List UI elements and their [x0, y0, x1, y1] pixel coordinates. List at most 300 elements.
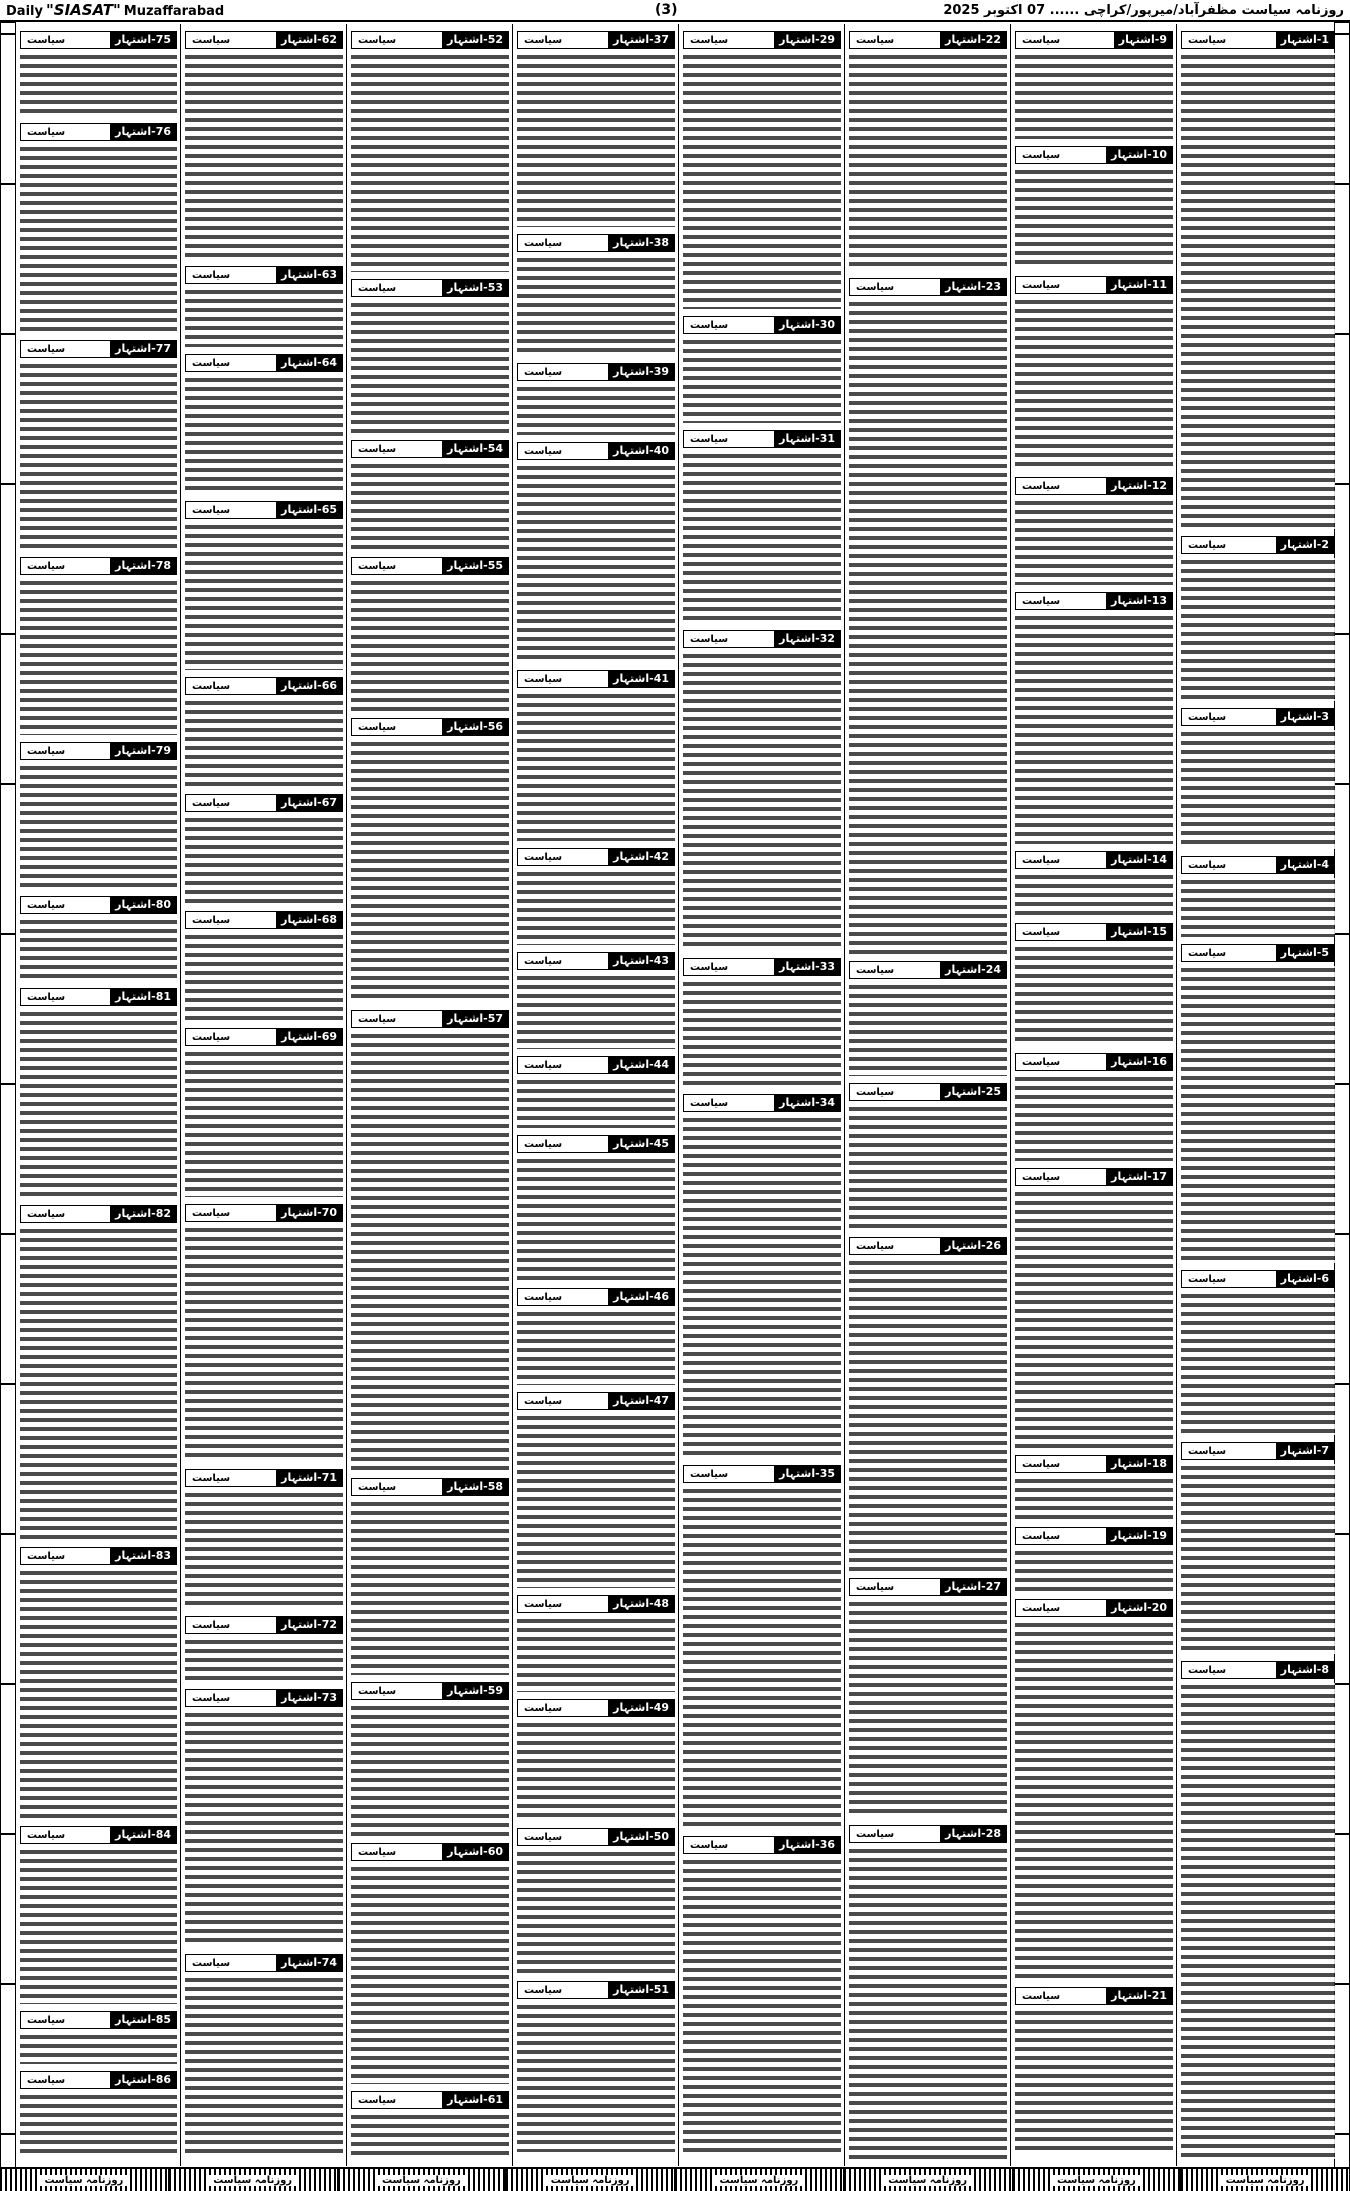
notice-number: 44-اشتہار	[608, 1057, 674, 1073]
notice-tag: سیاست	[1022, 1602, 1061, 1614]
notice-tag: سیاست	[1188, 859, 1227, 871]
notice-heading	[185, 911, 343, 929]
notice-heading	[517, 1699, 675, 1717]
notice-number: 75-اشتہار	[110, 32, 176, 48]
notice-heading	[20, 742, 177, 760]
notice-tag: سیاست	[1022, 1171, 1061, 1183]
notice-number: 50-اشتہار	[608, 1829, 674, 1845]
notice-number: 70-اشتہار	[276, 1205, 342, 1221]
notice-heading	[517, 848, 675, 866]
notice-tag: سیاست	[690, 433, 729, 445]
notice-number: 12-اشتہار	[1106, 478, 1172, 494]
notice-body-text	[517, 256, 675, 356]
notice-number: 3-اشتہار	[1276, 709, 1334, 725]
notice-tag: سیاست	[1188, 1273, 1227, 1285]
notice-body-text	[185, 523, 343, 670]
notice-number: 4-اشتہار	[1276, 857, 1334, 873]
notice-tag: سیاست	[358, 1481, 397, 1493]
notice-number: 61-اشتہار	[442, 2092, 508, 2108]
notice-number: 69-اشتہار	[276, 1029, 342, 1045]
notice-heading	[849, 1825, 1007, 1843]
column-2	[1012, 24, 1176, 2166]
notice-number: 67-اشتہار	[276, 795, 342, 811]
notice-tag: سیاست	[524, 673, 563, 685]
notice-body-text	[683, 1858, 841, 2157]
notice-body-text	[517, 692, 675, 841]
notice-body-text	[20, 1848, 177, 2004]
notice-body-text	[1181, 53, 1335, 529]
notice-tag: سیاست	[27, 745, 66, 757]
notice-tag: سیاست	[1022, 926, 1061, 938]
notice-number: 2-اشتہار	[1276, 537, 1334, 553]
footer-label: روزنامہ سیاست	[714, 2175, 803, 2186]
notice-number: 72-اشتہار	[276, 1617, 342, 1633]
masthead	[0, 0, 1350, 22]
notice-number: 60-اشتہار	[442, 1844, 508, 1860]
notice-tag: سیاست	[524, 851, 563, 863]
notice-heading	[185, 1954, 343, 1972]
notice-heading	[351, 279, 509, 297]
notice-tag: سیاست	[524, 237, 563, 249]
notice-number: 59-اشتہار	[442, 1683, 508, 1699]
footer-strip	[0, 2167, 1350, 2191]
notice-tag: سیاست	[690, 319, 729, 331]
notice-number: 83-اشتہار	[110, 1548, 176, 1564]
notice-tag: سیاست	[192, 1692, 231, 1704]
notice-number: 13-اشتہار	[1106, 593, 1172, 609]
notice-tag: سیاست	[1022, 1056, 1061, 1068]
notice-body-text	[683, 53, 841, 309]
notice-tag: سیاست	[524, 1598, 563, 1610]
notice-body-text	[1015, 1190, 1173, 1448]
column-5	[514, 24, 678, 2166]
masthead-title: روزنامہ سیاست مظفرآباد/میرپور/کراچی	[1083, 2, 1344, 18]
notice-body-text	[185, 376, 343, 494]
notice-body-text	[351, 1500, 509, 1675]
notice-number: 7-اشتہار	[1276, 1443, 1334, 1459]
masthead-right: روزنامہ سیاست مظفرآباد/میرپور/کراچی ...... 07 اکتوبر 2025	[943, 2, 1344, 18]
notice-tag: سیاست	[192, 357, 231, 369]
notice-body-text	[849, 1259, 1007, 1571]
footer-label: روزنامہ سیاست	[883, 2175, 972, 2186]
column-3	[846, 24, 1010, 2166]
notice-tag: سیاست	[192, 1957, 231, 1969]
notice-body-text	[185, 1050, 343, 1197]
column-divider	[1010, 24, 1011, 2166]
notice-heading	[351, 440, 509, 458]
notice-tag: سیاست	[1188, 947, 1227, 959]
footer-cell	[338, 2169, 507, 2191]
notice-number: 65-اشتہار	[276, 502, 342, 518]
notice-heading	[185, 31, 343, 49]
masthead-prefix: Daily	[6, 4, 43, 19]
notice-body-text	[185, 699, 343, 787]
notice-number: 76-اشتہار	[110, 124, 176, 140]
notice-number: 38-اشتہار	[608, 235, 674, 251]
footer-label: روزنامہ سیاست	[1052, 2175, 1141, 2186]
notice-heading	[185, 1616, 343, 1634]
masthead-left	[6, 1, 224, 19]
notice-heading	[1015, 1053, 1173, 1071]
notice-heading	[20, 123, 177, 141]
notice-body-text	[1015, 873, 1173, 916]
notice-tag: سیاست	[192, 1031, 231, 1043]
notice-body-text	[683, 652, 841, 951]
left-border-strip	[0, 22, 16, 2172]
notice-tag: سیاست	[192, 797, 231, 809]
notice-heading	[1181, 31, 1335, 49]
notice-tag: سیاست	[524, 445, 563, 457]
notice-tag: سیاست	[27, 899, 66, 911]
notice-number: 10-اشتہار	[1106, 147, 1172, 163]
notice-number: 20-اشتہار	[1106, 1600, 1172, 1616]
notice-heading	[849, 31, 1007, 49]
notice-number: 9-اشتہار	[1114, 32, 1172, 48]
notice-heading	[517, 1392, 675, 1410]
notice-tag: سیاست	[856, 281, 895, 293]
notice-tag: سیاست	[358, 1013, 397, 1025]
notice-heading	[1015, 1168, 1173, 1186]
notice-number: 17-اشتہار	[1106, 1169, 1172, 1185]
notice-heading	[185, 1689, 343, 1707]
notice-body-text	[1181, 730, 1335, 849]
notice-number: 66-اشتہار	[276, 678, 342, 694]
notice-body-text	[20, 1569, 177, 1819]
notice-heading	[1181, 1661, 1335, 1679]
column-1	[1178, 24, 1338, 2166]
notice-body-text	[849, 300, 1007, 954]
notice-body-text	[1015, 1549, 1173, 1592]
notice-number: 58-اشتہار	[442, 1479, 508, 1495]
notice-tag: سیاست	[192, 1472, 231, 1484]
notice-body-text	[1015, 1075, 1173, 1161]
notice-tag: سیاست	[524, 1702, 563, 1714]
notice-number: 78-اشتہار	[110, 558, 176, 574]
masthead-date: 07 اکتوبر 2025	[943, 2, 1046, 18]
notice-tag: سیاست	[856, 1581, 895, 1593]
notice-number: 73-اشتہار	[276, 1690, 342, 1706]
notice-body-text	[517, 1721, 675, 1821]
notice-tag: سیاست	[192, 269, 231, 281]
notice-number: 63-اشتہار	[276, 267, 342, 283]
notice-heading	[185, 266, 343, 284]
footer-cell	[506, 2169, 675, 2191]
notice-body-text	[351, 301, 509, 433]
notice-body-text	[1015, 2009, 1173, 2153]
notice-tag: سیاست	[358, 1685, 397, 1697]
notice-tag: سیاست	[1188, 34, 1227, 46]
notice-heading	[683, 958, 841, 976]
notice-body-text	[683, 452, 841, 623]
notice-number: 30-اشتہار	[774, 317, 840, 333]
notice-number: 19-اشتہار	[1106, 1528, 1172, 1544]
notice-heading	[517, 1288, 675, 1306]
notice-body-text	[517, 974, 675, 1049]
notice-heading	[517, 363, 675, 381]
notice-number: 33-اشتہار	[774, 959, 840, 975]
notice-body-text	[683, 1487, 841, 1829]
notice-number: 80-اشتہار	[110, 897, 176, 913]
notice-heading	[1015, 923, 1173, 941]
notice-heading	[185, 501, 343, 519]
notice-tag: سیاست	[856, 1828, 895, 1840]
notice-body-text	[517, 1078, 675, 1128]
notice-body-text	[185, 1711, 343, 1947]
notice-heading	[517, 1828, 675, 1846]
notice-heading	[849, 1083, 1007, 1101]
notice-body-text	[351, 1865, 509, 2084]
notice-body-text	[517, 870, 675, 945]
notice-heading	[185, 1028, 343, 1046]
notice-heading	[683, 630, 841, 648]
notice-tag: سیاست	[27, 343, 66, 355]
notice-number: 22-اشتہار	[940, 32, 1006, 48]
notice-heading	[20, 340, 177, 358]
notice-body-text	[351, 740, 509, 1003]
notice-heading	[351, 718, 509, 736]
notice-heading	[683, 31, 841, 49]
notice-tag: سیاست	[358, 34, 397, 46]
notice-number: 32-اشتہار	[774, 631, 840, 647]
notice-tag: سیاست	[27, 2074, 66, 2086]
notice-heading	[20, 2071, 177, 2089]
notice-body-text	[351, 53, 509, 272]
notice-tag: سیاست	[856, 1086, 895, 1098]
notice-heading	[1015, 31, 1173, 49]
notice-heading	[1181, 708, 1335, 726]
footer-label: روزنامہ سیاست	[546, 2175, 635, 2186]
notice-tag: سیاست	[524, 1984, 563, 1996]
notice-tag: سیاست	[690, 1468, 729, 1480]
notice-body-text	[1015, 168, 1173, 269]
notice-tag: سیاست	[192, 914, 231, 926]
notice-heading	[849, 278, 1007, 296]
notice-body-text	[20, 918, 177, 981]
notice-number: 47-اشتہار	[608, 1393, 674, 1409]
notice-number: 52-اشتہار	[442, 32, 508, 48]
notice-tag: سیاست	[1022, 480, 1061, 492]
notice-body-text	[1181, 878, 1335, 937]
notice-number: 53-اشتہار	[442, 280, 508, 296]
notice-heading	[351, 1682, 509, 1700]
notice-number: 31-اشتہار	[774, 431, 840, 447]
notice-tag: سیاست	[856, 1240, 895, 1252]
notice-tag: سیاست	[192, 680, 231, 692]
notice-number: 68-اشتہار	[276, 912, 342, 928]
notice-body-text	[1181, 558, 1335, 701]
notice-heading	[1181, 1270, 1335, 1288]
notice-heading	[1015, 1455, 1173, 1473]
notice-body-text	[849, 1847, 1007, 2159]
notice-heading	[683, 1094, 841, 1112]
notice-tag: سیاست	[192, 1619, 231, 1631]
notice-number: 40-اشتہار	[608, 443, 674, 459]
footer-cell	[675, 2169, 844, 2191]
notice-number: 64-اشتہار	[276, 355, 342, 371]
notice-number: 8-اشتہار	[1276, 1662, 1334, 1678]
notice-tag: سیاست	[1022, 1530, 1061, 1542]
notice-tag: سیاست	[690, 1839, 729, 1851]
notice-tag: سیاست	[524, 1291, 563, 1303]
notice-tag: سیاست	[27, 1550, 66, 1562]
notice-body-text	[20, 145, 177, 333]
notice-number: 71-اشتہار	[276, 1470, 342, 1486]
notice-tag: سیاست	[27, 126, 66, 138]
notice-number: 24-اشتہار	[940, 962, 1006, 978]
notice-body-text	[1181, 1683, 1335, 2159]
notice-number: 86-اشتہار	[110, 2072, 176, 2088]
column-divider	[844, 24, 845, 2166]
notice-heading	[185, 354, 343, 372]
notice-number: 82-اشتہار	[110, 1206, 176, 1222]
notice-number: 34-اشتہار	[774, 1095, 840, 1111]
notice-heading	[849, 1578, 1007, 1596]
notice-heading	[1015, 851, 1173, 869]
notice-tag: سیاست	[1188, 539, 1227, 551]
notice-heading	[20, 1205, 177, 1223]
notice-heading	[1181, 536, 1335, 554]
notice-tag: سیاست	[27, 1829, 66, 1841]
footer-cell	[0, 2169, 169, 2191]
notice-body-text	[1181, 966, 1335, 1263]
notice-body-text	[1015, 499, 1173, 585]
notice-tag: سیاست	[1022, 1458, 1061, 1470]
notice-number: 23-اشتہار	[940, 279, 1006, 295]
notice-number: 57-اشتہار	[442, 1011, 508, 1027]
notice-number: 46-اشتہار	[608, 1289, 674, 1305]
notice-heading	[517, 1056, 675, 1074]
notice-number: 62-اشتہار	[276, 32, 342, 48]
notice-tag: سیاست	[1188, 711, 1227, 723]
notice-tag: سیاست	[358, 1846, 397, 1858]
notice-number: 37-اشتہار	[608, 32, 674, 48]
notice-heading	[683, 316, 841, 334]
notice-tag: سیاست	[1022, 279, 1061, 291]
notice-heading	[517, 952, 675, 970]
notice-number: 39-اشتہار	[608, 364, 674, 380]
notice-heading	[517, 442, 675, 460]
notice-body-text	[185, 288, 343, 347]
notice-body-text	[1015, 1477, 1173, 1520]
notice-heading	[20, 1826, 177, 1844]
column-divider	[1176, 24, 1177, 2166]
column-divider	[346, 24, 347, 2166]
notice-tag: سیاست	[358, 443, 397, 455]
notice-heading	[20, 2011, 177, 2029]
footer-cell	[1013, 2169, 1182, 2191]
notice-body-text	[20, 1010, 177, 1198]
notice-heading	[20, 31, 177, 49]
notice-heading	[1015, 276, 1173, 294]
notice-tag: سیاست	[524, 1059, 563, 1071]
notice-body-text	[1015, 945, 1173, 1046]
notice-heading	[1015, 477, 1173, 495]
notice-body-text	[517, 1310, 675, 1385]
notice-body-text	[20, 362, 177, 550]
notice-body-text	[351, 2113, 509, 2157]
notice-body-text	[517, 1157, 675, 1281]
notice-tag: سیاست	[358, 721, 397, 733]
notice-heading	[1181, 1442, 1335, 1460]
notice-number: 74-اشتہار	[276, 1955, 342, 1971]
notice-number: 79-اشتہار	[110, 743, 176, 759]
notice-tag: سیاست	[524, 1138, 563, 1150]
notice-body-text	[20, 2033, 177, 2064]
notice-body-text	[683, 1116, 841, 1458]
notice-heading	[517, 1595, 675, 1613]
notice-heading	[849, 1237, 1007, 1255]
notice-body-text	[185, 1491, 343, 1609]
notice-body-text	[517, 53, 675, 227]
notice-number: 16-اشتہار	[1106, 1054, 1172, 1070]
notice-number: 36-اشتہار	[774, 1837, 840, 1853]
notice-heading	[683, 1465, 841, 1483]
notice-body-text	[849, 1105, 1007, 1230]
notice-number: 29-اشتہار	[774, 32, 840, 48]
notice-number: 77-اشتہار	[110, 341, 176, 357]
notice-number: 55-اشتہار	[442, 558, 508, 574]
notice-body-text	[849, 1600, 1007, 1818]
notice-tag: سیاست	[1022, 149, 1061, 161]
notice-heading	[20, 1547, 177, 1565]
footer-cell	[1181, 2169, 1350, 2191]
notice-tag: سیاست	[524, 955, 563, 967]
notice-tag: سیاست	[1188, 1664, 1227, 1676]
notice-number: 11-اشتہار	[1106, 277, 1172, 293]
masthead-city: Muzaffarabad	[123, 4, 225, 19]
notice-tag: سیاست	[192, 34, 231, 46]
notice-tag: سیاست	[1022, 1990, 1061, 2002]
notice-number: 41-اشتہار	[608, 671, 674, 687]
notice-body-text	[1015, 614, 1173, 844]
notice-body-text	[1015, 53, 1173, 139]
notice-heading	[20, 557, 177, 575]
column-6	[348, 24, 512, 2166]
notice-body-text	[1015, 1621, 1173, 1980]
notice-tag: سیاست	[358, 2094, 397, 2106]
masthead-brand: "SIASAT"	[45, 1, 121, 19]
notice-tag: سیاست	[1022, 595, 1061, 607]
notice-number: 27-اشتہار	[940, 1579, 1006, 1595]
notice-tag: سیاست	[690, 961, 729, 973]
notice-tag: سیاست	[27, 2014, 66, 2026]
notice-body-text	[1181, 1292, 1335, 1435]
notice-tag: سیاست	[27, 991, 66, 1003]
notice-heading	[351, 1478, 509, 1496]
notice-heading	[351, 1843, 509, 1861]
notice-heading	[185, 1204, 343, 1222]
footer-cell	[844, 2169, 1013, 2191]
notice-heading	[1015, 592, 1173, 610]
notice-number: 21-اشتہار	[1106, 1988, 1172, 2004]
notice-body-text	[185, 1226, 343, 1462]
notice-body-text	[185, 1976, 343, 2153]
notice-number: 49-اشتہار	[608, 1700, 674, 1716]
notice-body-text	[20, 764, 177, 889]
notice-body-text	[517, 1414, 675, 1588]
notice-body-text	[1181, 1464, 1335, 1654]
notice-heading	[517, 670, 675, 688]
notice-number: 25-اشتہار	[940, 1084, 1006, 1100]
notice-body-text	[351, 579, 509, 711]
notice-tag: سیاست	[524, 1831, 563, 1843]
notice-heading	[351, 31, 509, 49]
notice-heading	[1015, 1527, 1173, 1545]
footer-label: روزنامہ سیاست	[39, 2175, 128, 2186]
notice-tag: سیاست	[1188, 1445, 1227, 1457]
column-divider	[678, 24, 679, 2166]
notice-tag: سیاست	[690, 34, 729, 46]
